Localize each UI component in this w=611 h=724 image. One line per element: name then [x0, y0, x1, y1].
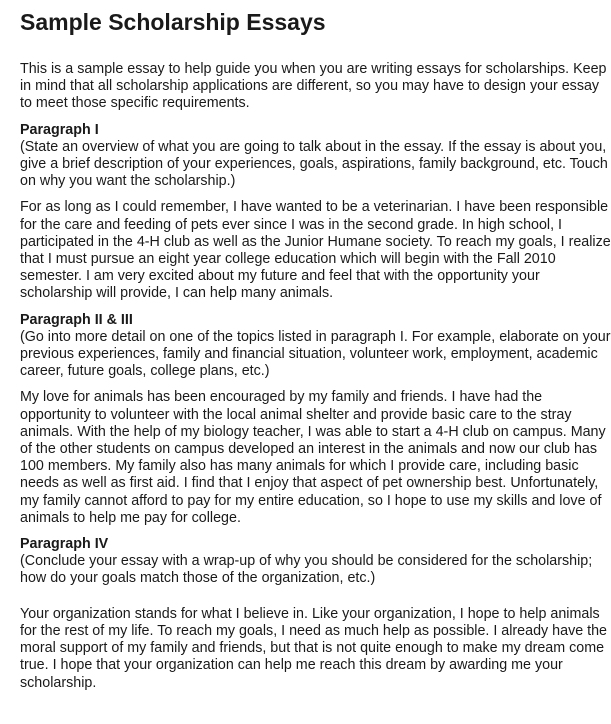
- section-instruction-paragraph-4: (Conclude your essay with a wrap-up of why you should be considered for the scholarship; how do your goals match those of the organization, etc.): [20, 553, 593, 587]
- section-sample-paragraph-2-3: My love for animals has been encouraged by my family and friends. I have had the opportunity to volunteer with the local animal shelter and provide basic care to the stray animals. With the help of my biology teacher, I was able to start a 4-H club on campus. Many of the other students on campus developed an interest in the animals and now our club has 100 members. My family also has many animals for which I provide care, including basic needs as well as first aid. I find that I enjoy that aspect of pet ownership best. Unfortunately, my family cannot afford to pay for my entire education, so I hope to use my skills and love of animals to help me pay for college.: [20, 389, 606, 526]
- intro-paragraph: This is a sample essay to help guide you when you are writing essays for scholarships. Keep in mind that all scholarship applications are different, so you may have to design your essay to meet those specific requirements.: [20, 61, 607, 112]
- section-instruction-paragraph-2-3: (Go into more detail on one of the topics listed in paragraph I. For example, elaborate on your previous experiences, family and financial situation, volunteer work, employment, academic career, future goals, college plans, etc.): [20, 328, 611, 380]
- section-heading-paragraph-4: Paragraph IV: [20, 536, 109, 553]
- section-heading-paragraph-2-3: Paragraph II & III: [20, 311, 133, 328]
- section-heading-paragraph-1: Paragraph I: [20, 121, 99, 138]
- page-title: Sample Scholarship Essays: [20, 9, 326, 35]
- section-sample-paragraph-1: For as long as I could remember, I have wanted to be a veterinarian. I have been responsible for the care and feeding of pets ever since I was in the second grade. In high school, I participated in the 4-H club as well as the Junior Humane society. To reach my goals, I realize that I must pursue an eight year college education which will begin with the Fall 2010 semester. I am very excited about my future and feel that with the opportunity your scholarship will provide, I can help many animals.: [20, 199, 611, 302]
- section-instruction-paragraph-1: (State an overview of what you are going to talk about in the essay. If the essay is about you, give a brief description of your experiences, goals, aspirations, family background, etc. Touch on why you want the scholarship.): [20, 138, 608, 190]
- section-sample-paragraph-4: Your organization stands for what I believe in. Like your organization, I hope to help animals for the rest of my life. To reach my goals, I need as much help as possible. I already have the moral support of my family and friends, but that is not quite enough to make my dream come true. I hope that your organization can help me reach this dream by awarding me your scholarship.: [20, 605, 608, 691]
